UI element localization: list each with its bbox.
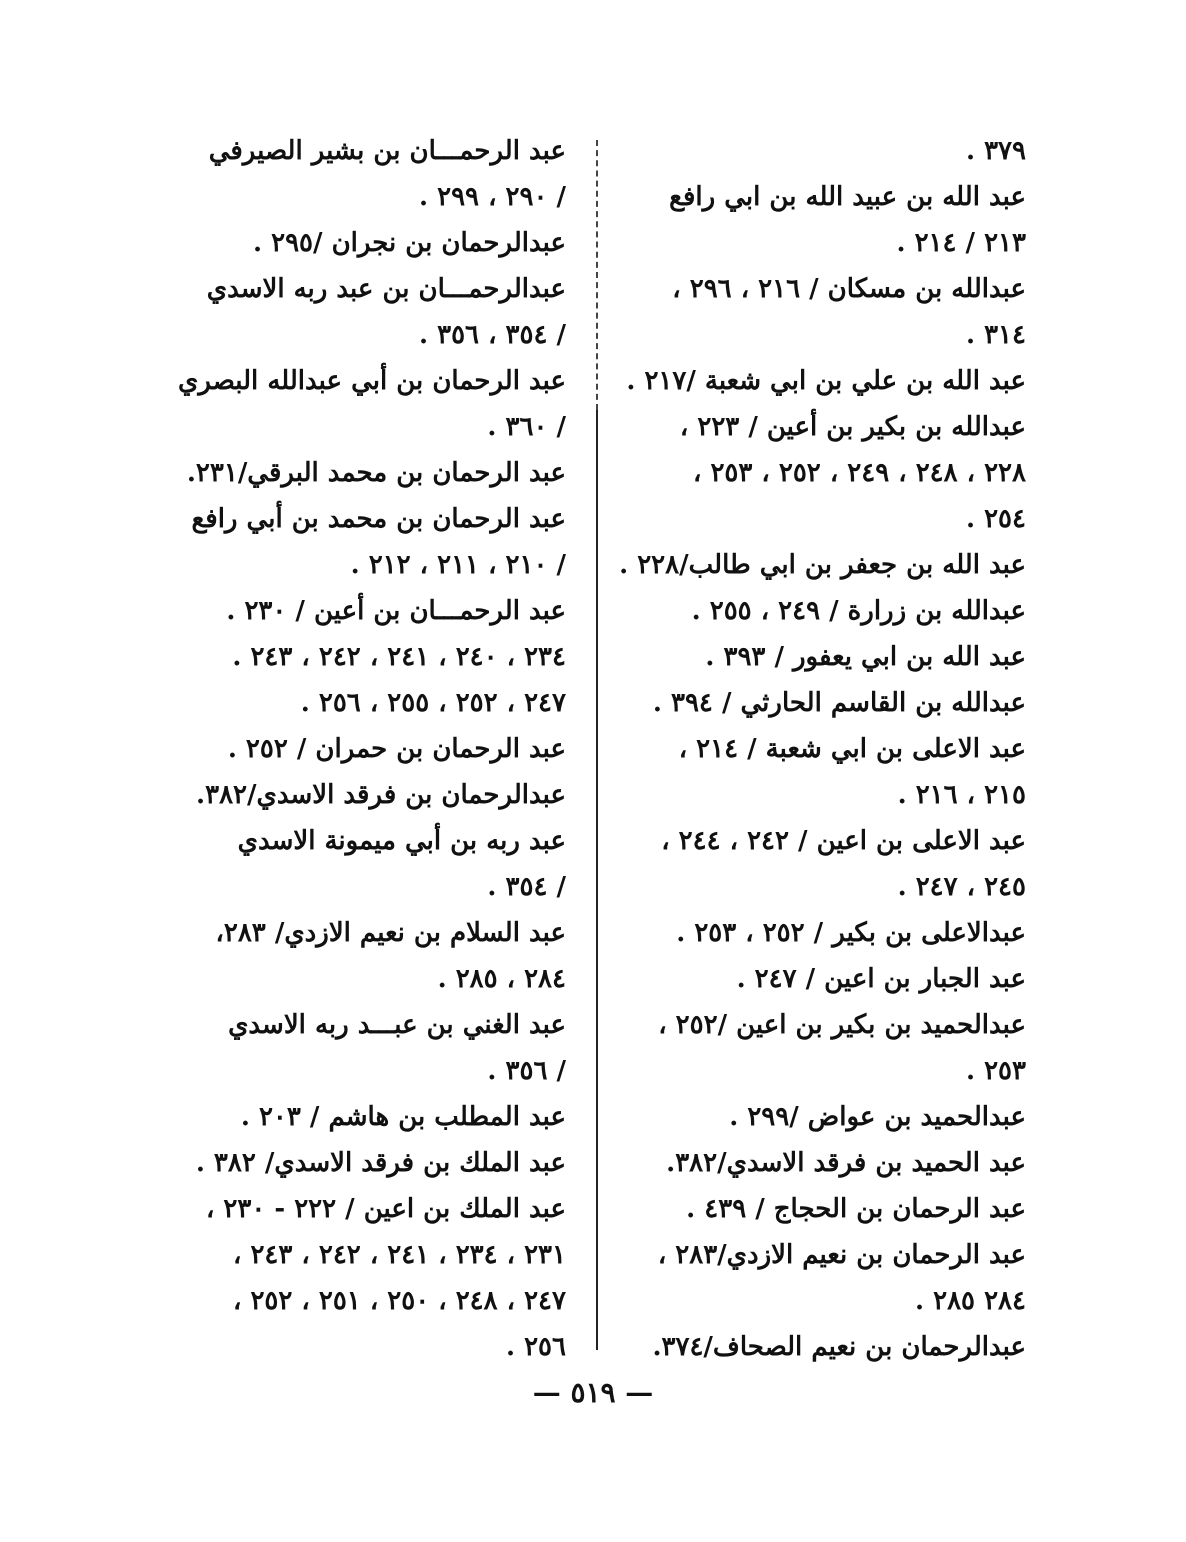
index-line: ٢٤٧ ، ٢٥٢ ، ٢٥٥ ، ٢٥٦ . <box>300 688 566 718</box>
index-line: عبد الملك بن فرقد الاسدي/ ٣٨٢ . <box>195 1148 566 1178</box>
index-line: عبدالله بن بكير بن أعين / ٢٢٣ ، <box>679 412 1026 442</box>
index-line: عبد المطلب بن هاشم / ٢٠٣ . <box>240 1102 566 1132</box>
index-line: ٢٥٦ . <box>505 1332 566 1362</box>
index-line: ٢٤٧ ، ٢٤٨ ، ٢٥٠ ، ٢٥١ ، ٢٥٢ ، <box>233 1286 566 1316</box>
index-line: عبد الحميد بن فرقد الاسدي/٣٨٢. <box>666 1148 1026 1178</box>
index-line: ٢٨٤ ٢٨٥ . <box>915 1286 1026 1316</box>
index-column-left <box>136 128 566 1370</box>
index-line: عبدالحميد بن عواض /٢٩٩ . <box>729 1102 1026 1132</box>
index-line: / ٣٥٤ . <box>487 872 566 902</box>
index-line: عبدالرحمان بن نجران /٢٩٥ . <box>253 228 566 258</box>
index-line: عبد الله بن جعفر بن ابي طالب/٢٢٨ . <box>619 550 1026 580</box>
index-line: / ٢٩٠ ، ٢٩٩ . <box>419 182 566 212</box>
index-line: عبد الرحمان بن أبي عبدالله البصري <box>178 366 566 396</box>
index-line: / ٣٥٦ . <box>487 1056 566 1086</box>
index-line: عبد الرحمان بن حمران / ٢٥٢ . <box>227 734 566 764</box>
index-line: ٢٥٣ . <box>965 1056 1026 1086</box>
index-line: عبد الله بن عبيد الله بن ابي رافع <box>669 182 1026 212</box>
index-line: عبدالرحمان بن نعيم الصحاف/٣٧٤. <box>652 1332 1026 1362</box>
index-line: ٢١٣ / ٢١٤ . <box>896 228 1026 258</box>
index-line: عبد ربه بن أبي ميمونة الاسدي <box>237 826 566 856</box>
column-divider-dashed <box>596 140 598 410</box>
index-line: عبدالاعلى بن بكير / ٢٥٢ ، ٢٥٣ . <box>676 918 1026 948</box>
index-line: ٢٥٤ . <box>965 504 1026 534</box>
index-line: عبدالحميد بن بكير بن اعين /٢٥٢ ، <box>658 1010 1026 1040</box>
index-line: عبد الغني بن عبـــد ربه الاسدي <box>228 1010 566 1040</box>
index-line: ٣٧٩ . <box>965 136 1026 166</box>
index-line: عبد الاعلى بن ابي شعبة / ٢١٤ ، <box>678 734 1026 764</box>
index-line: ٢٨٤ ، ٢٨٥ . <box>437 964 566 994</box>
index-line: عبدالرحمان بن فرقد الاسدي/٣٨٢. <box>196 780 566 810</box>
index-line: عبد الاعلى بن اعين / ٢٤٢ ، ٢٤٤ ، <box>661 826 1026 856</box>
index-line: عبد السلام بن نعيم الازدي/ ٢٨٣، <box>215 918 566 948</box>
index-line: ٣١٤ . <box>965 320 1026 350</box>
index-line: / ٣٦٠ . <box>487 412 566 442</box>
index-line: عبدالله بن القاسم الحارثي / ٣٩٤ . <box>652 688 1026 718</box>
page-number: — ٥١٩ — <box>532 1376 654 1409</box>
index-line: عبد الجبار بن اعين / ٢٤٧ . <box>736 964 1026 994</box>
index-line: عبد الرحمان بن الحجاج / ٤٣٩ . <box>686 1194 1026 1224</box>
index-line: ٢١٥ ، ٢١٦ . <box>897 780 1026 810</box>
index-line: عبدالرحمـــان بن عبد ربه الاسدي <box>206 274 566 304</box>
index-line: عبد الله بن علي بن ابي شعبة /٢١٧ . <box>626 366 1026 396</box>
index-line: عبد الله بن ابي يعفور / ٣٩٣ . <box>705 642 1026 672</box>
index-line: ٢٤٥ ، ٢٤٧ . <box>897 872 1026 902</box>
index-line: / ٢١٠ ، ٢١١ ، ٢١٢ . <box>350 550 566 580</box>
index-line: ٢٢٨ ، ٢٤٨ ، ٢٤٩ ، ٢٥٢ ، ٢٥٣ ، <box>693 458 1026 488</box>
index-line: عبد الملك بن اعين / ٢٢٢ - ٢٣٠ ، <box>205 1194 566 1224</box>
index-line: عبدالله بن زرارة / ٢٤٩ ، ٢٥٥ . <box>691 596 1026 626</box>
index-line: عبد الرحمان بن محمد البرقي/٢٣١. <box>186 458 566 488</box>
index-line: / ٣٥٤ ، ٣٥٦ . <box>419 320 566 350</box>
index-line: ٢٣٤ ، ٢٤٠ ، ٢٤١ ، ٢٤٢ ، ٢٤٣ . <box>232 642 566 672</box>
index-line: عبدالله بن مسكان / ٢١٦ ، ٢٩٦ ، <box>672 274 1026 304</box>
index-line: عبد الرحمـــان بن بشير الصيرفي <box>208 136 566 166</box>
index-line: عبد الرحمان بن محمد بن أبي رافع <box>191 504 566 534</box>
index-line: عبد الرحمـــان بن أعين / ٢٣٠ . <box>226 596 566 626</box>
index-line: عبد الرحمان بن نعيم الازدي/٢٨٣ ، <box>657 1240 1026 1270</box>
index-line: ٢٣١ ، ٢٣٤ ، ٢٤١ ، ٢٤٢ ، ٢٤٣ ، <box>233 1240 566 1270</box>
index-column-right <box>606 128 1026 1370</box>
